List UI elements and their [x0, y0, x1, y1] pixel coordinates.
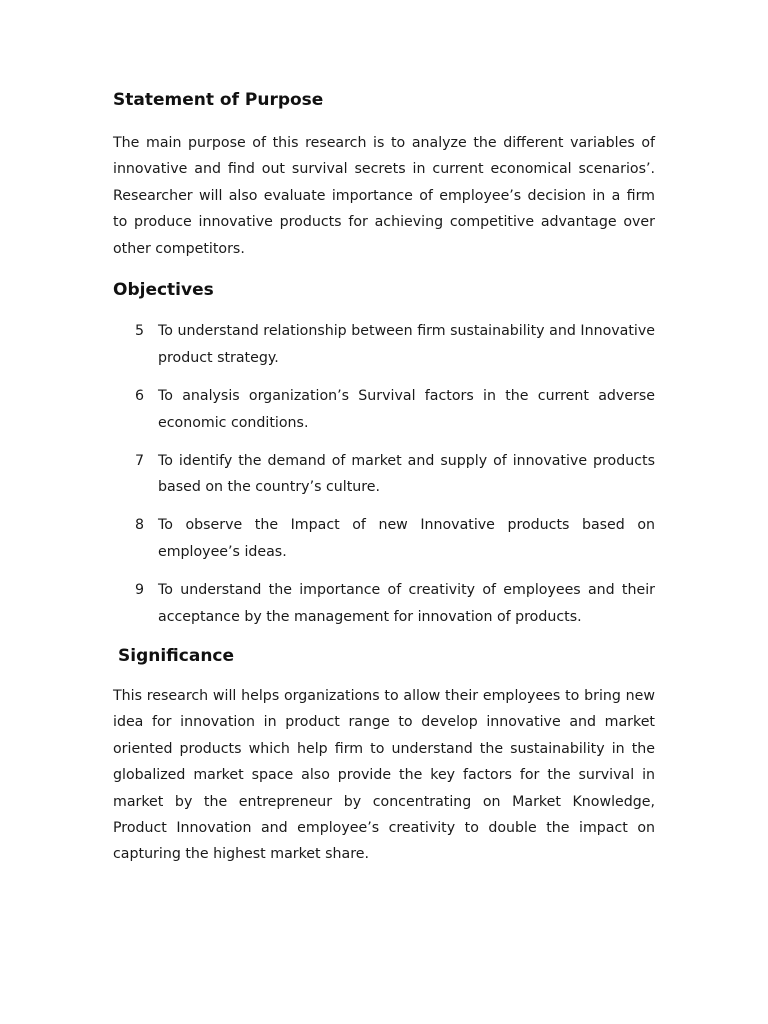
objectives-heading: Objectives	[113, 280, 214, 301]
objective-item	[113, 512, 655, 566]
objective-number: 5	[135, 323, 145, 340]
objectives-list	[113, 318, 655, 631]
objective-text: To identify the demand of market and supply of innovative products based on the country’s culture.	[158, 452, 655, 496]
purpose-heading: Statement of Purpose	[113, 90, 324, 110]
objective-text: To analysis organization’s Survival factors in the current adverse economic conditions.	[158, 387, 655, 431]
objective-item	[113, 318, 655, 372]
purpose-paragraph: The main purpose of this research is to analyze the different variables of innovative and find out survival secrets in current economical scenarios’. Researcher will also evaluate importance of employee’s decision in a firm to produce innovative products for achieving competitive advantage over other competitors.	[113, 135, 655, 257]
significance-paragraph: This research will helps organizations to allow their employees to bring new idea for innovation in product range to develop innovative and market oriented products which help firm to understand the sustainability in the globalized market space also provide the key factors for the survival in market by the entrepreneur by concentrating on Market Knowledge, Product Innovation and employee’s creativity to double the impact on capturing the highest market share.	[113, 687, 655, 863]
objective-text: To observe the Impact of new Innovative products based on employee’s ideas.	[158, 517, 655, 561]
objective-number: 9	[135, 582, 145, 599]
objective-text: To understand relationship between firm sustainability and Innovative product strategy.	[158, 323, 655, 366]
objective-number: 6	[135, 387, 145, 404]
objective-item	[113, 383, 655, 437]
objective-number: 7	[135, 452, 145, 469]
objective-text: To understand the importance of creativity of employees and their acceptance by the management for innovation of products.	[158, 582, 655, 625]
objective-number: 8	[135, 517, 145, 534]
document-content	[113, 86, 655, 868]
objective-item	[113, 577, 655, 631]
significance-heading: Significance	[118, 645, 235, 666]
objective-item	[113, 448, 655, 502]
